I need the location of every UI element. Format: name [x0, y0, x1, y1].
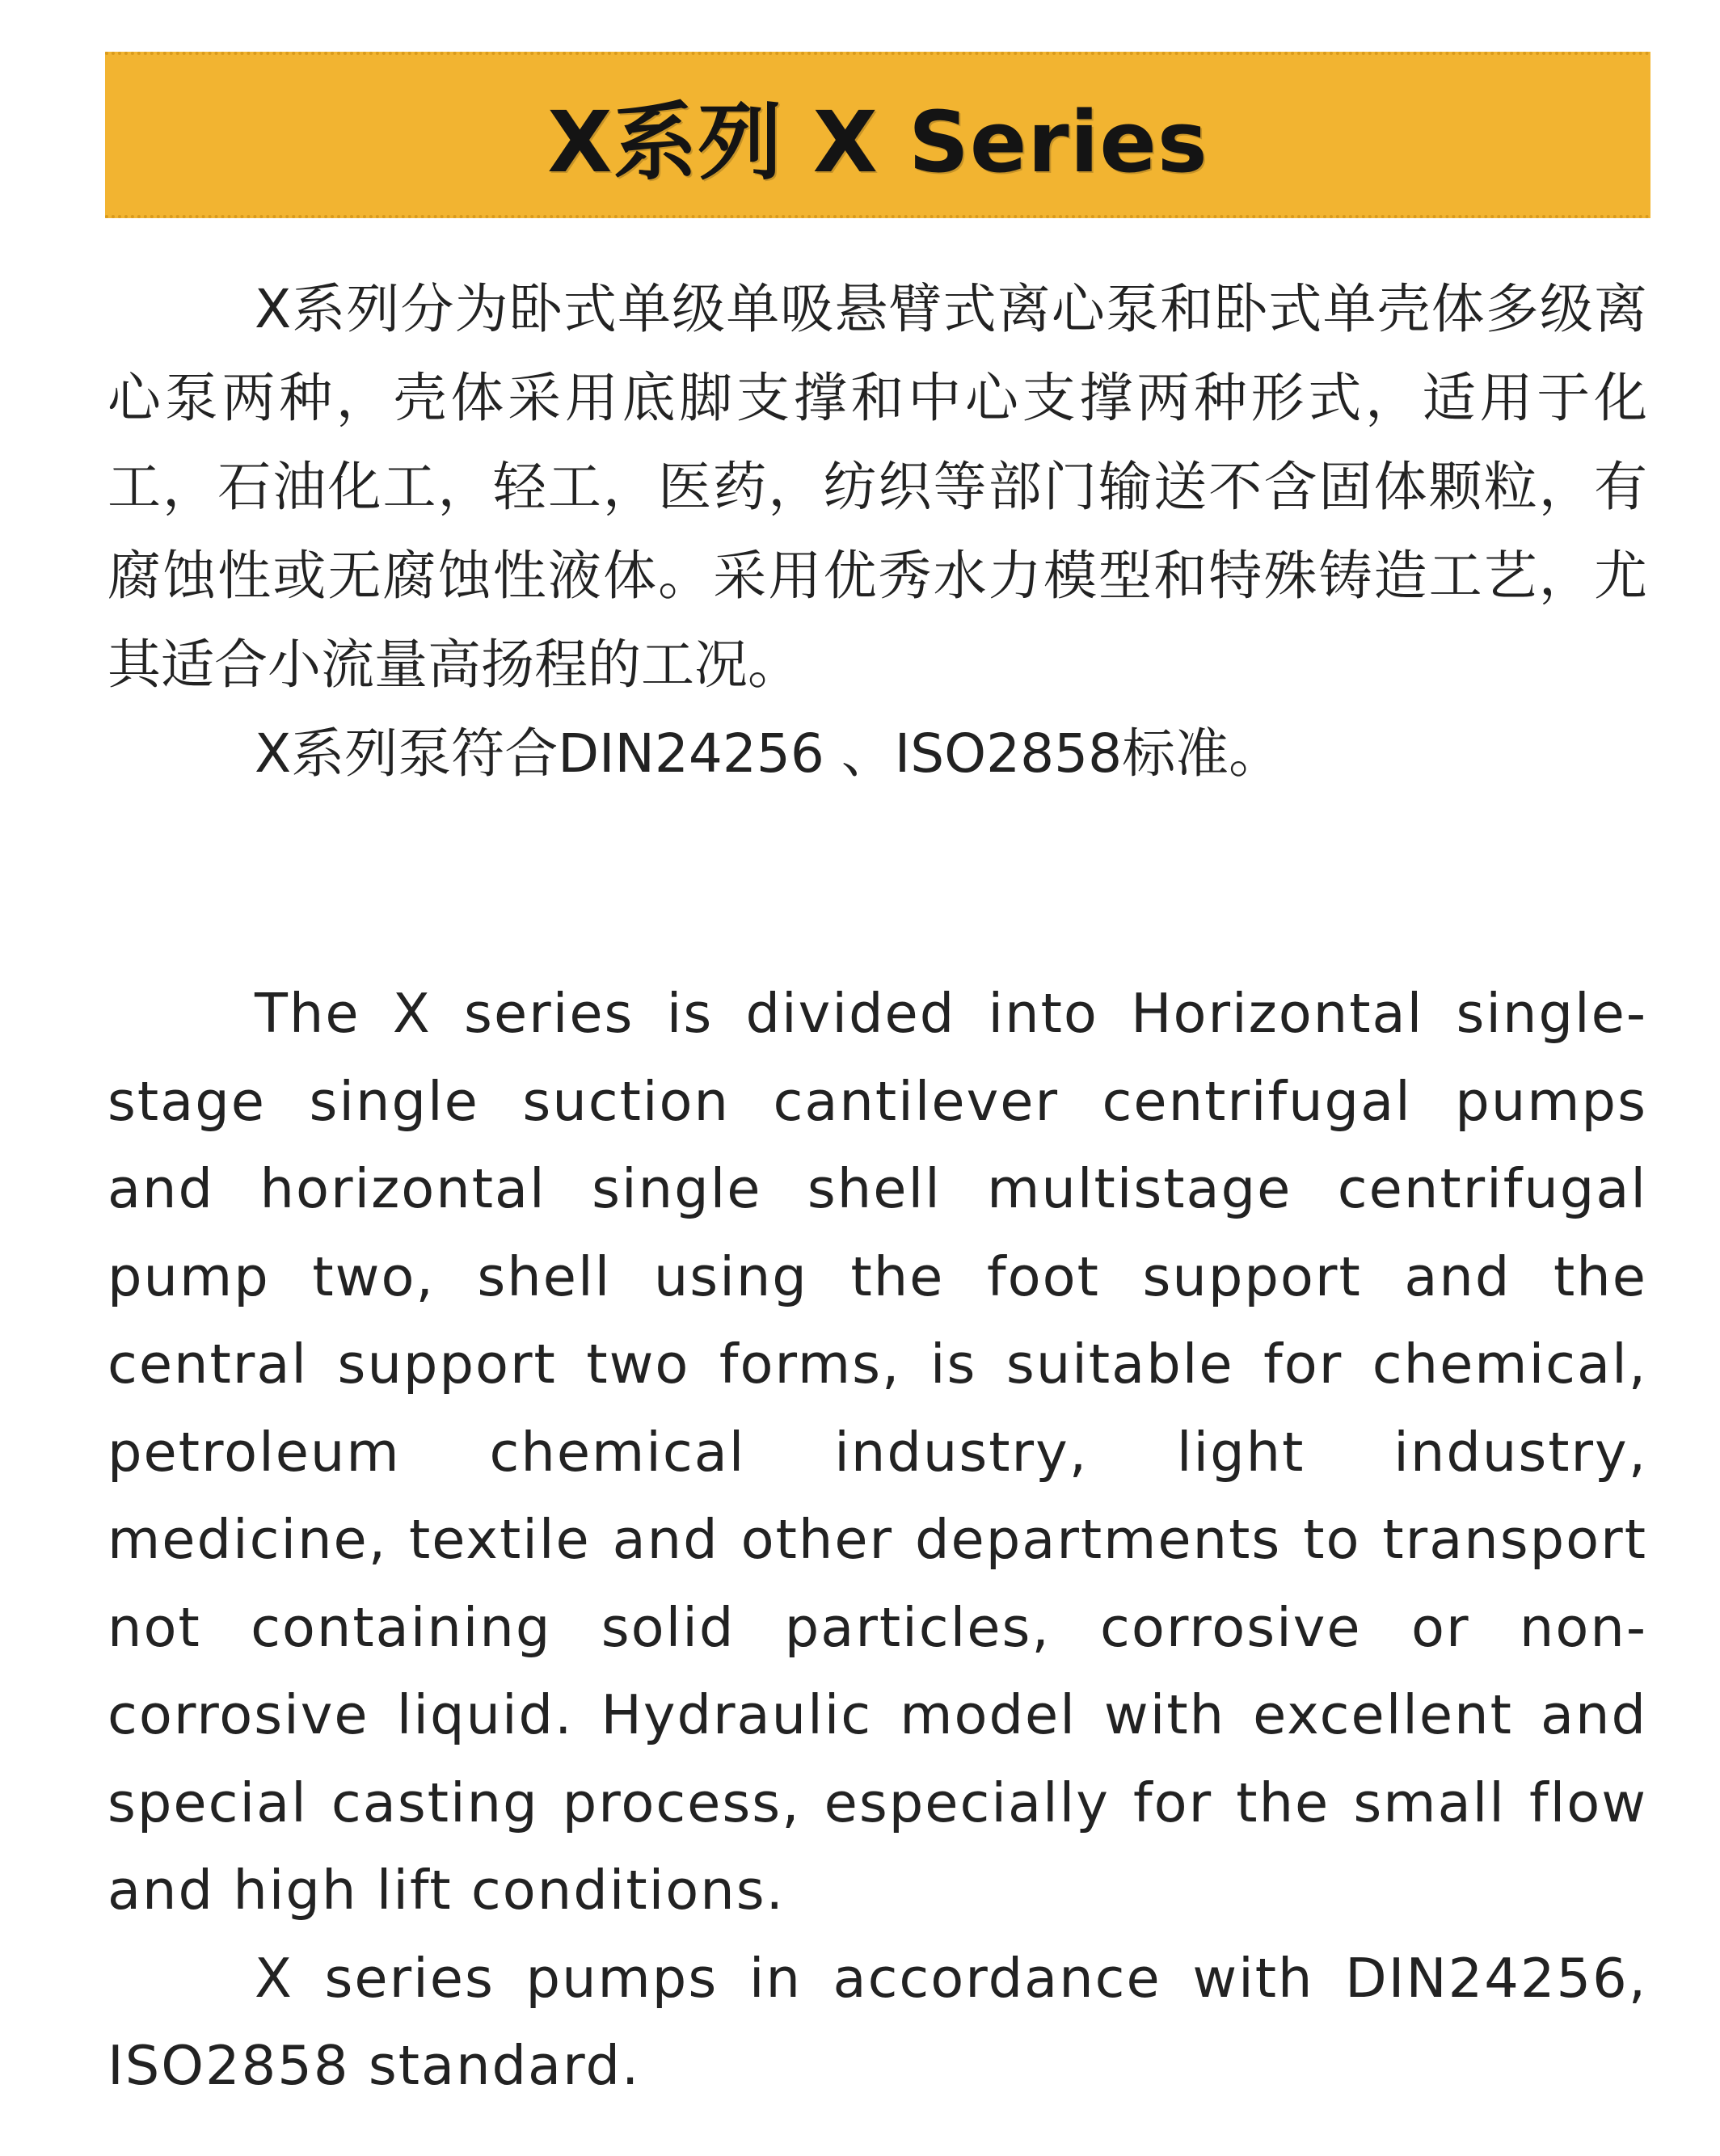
- english-paragraph-2: X series pumps in accordance with DIN24256, ISO2858 standard.: [108, 1946, 1647, 2097]
- chinese-paragraph-1: X系列分为卧式单级单吸悬臂式离心泵和卧式单壳体多级离心泵两种，壳体采用底脚支撑和中心支撑两种形式，适用于化工，石油化工，轻工，医药，纺织等部门输送不含固体颗粒，有腐蚀性或无腐蚀性液体。采用优秀水力模型和特殊铸造工艺，尤其适合小流量高扬程的工况。: [108, 278, 1647, 696]
- english-paragraph-1: The X series is divided into Horizontal single-stage single suction cantilever centrifugal pumps and horizontal single shell multistage centrifugal pump two, shell using the foot support and the central support two forms, is suitable for chemical, petroleum chemical industry, light industry, medicine, textile and other departments to transport not containing solid particles, corrosive or non- corrosive liquid. Hydraulic model with excellent and special casting process, especially for the small flow and high lift conditions.: [108, 982, 1647, 1922]
- title-banner: [105, 52, 1650, 218]
- chinese-description: [108, 265, 1647, 798]
- page-title: X系列 X Series: [547, 93, 1208, 192]
- english-description: [108, 970, 1647, 2110]
- chinese-paragraph-2: X系列泵符合DIN24256 、ISO2858标准。: [255, 722, 1283, 785]
